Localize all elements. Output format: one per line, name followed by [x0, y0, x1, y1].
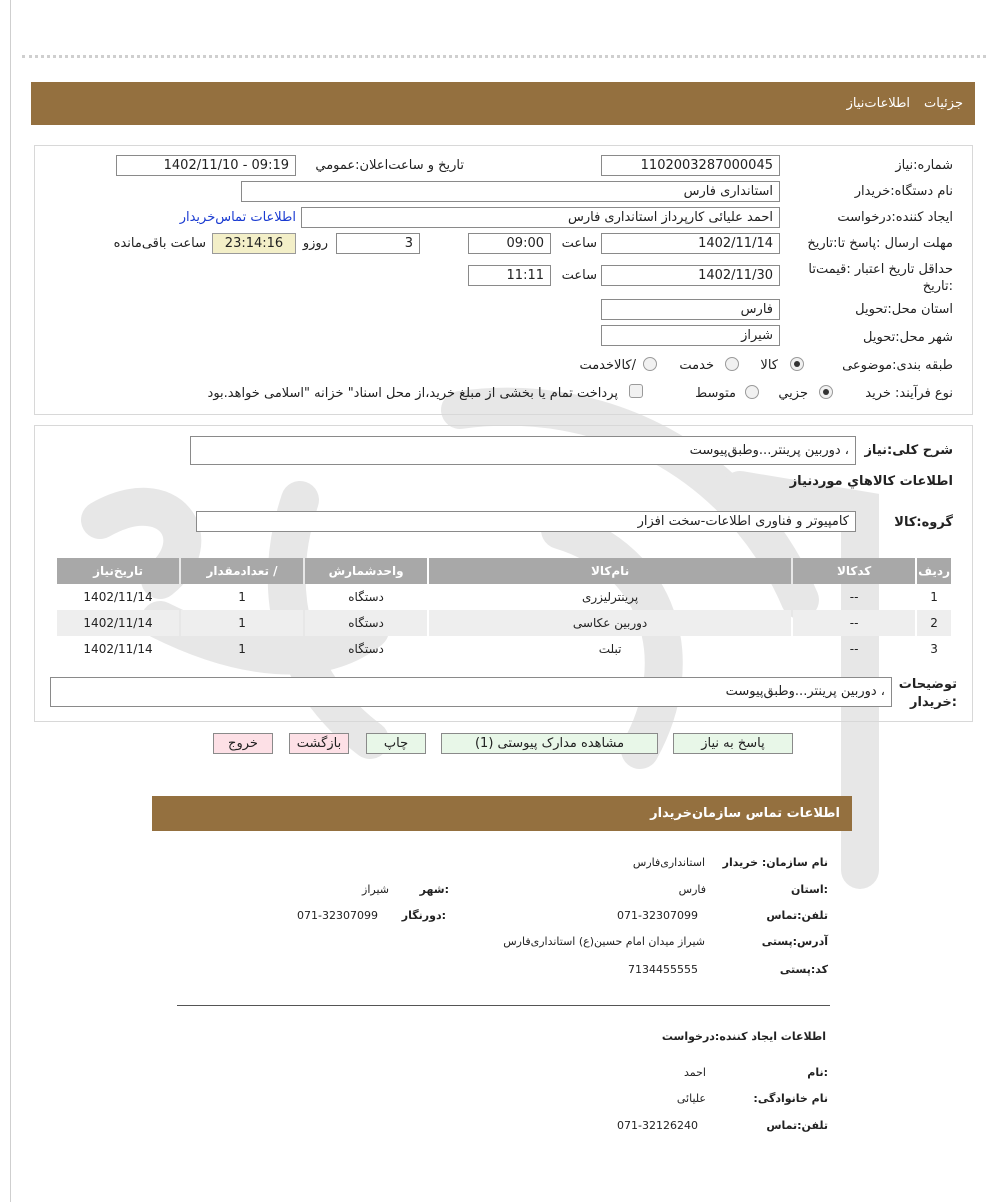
buyer-contact-title-bar	[152, 796, 852, 831]
contact-phone-label: تلفن:تماس	[766, 909, 828, 922]
contact-org-label: نام سازمان: خریدار	[722, 856, 828, 869]
deadline-label: مهلت ارسال :پاسخ تا:تاریخ	[807, 236, 953, 251]
validity-date-field: 1402/11/30	[601, 265, 780, 286]
cell-code: --	[793, 610, 915, 636]
summary-field: ، دوربین پرینتر...وطبق‌پیوست	[190, 436, 856, 465]
announce-label: تاریخ و ساعت‌اعلان:عمومي	[315, 158, 464, 173]
table-header-row	[57, 558, 951, 584]
contact-divider	[177, 1005, 830, 1006]
category-radio-goods[interactable]	[790, 357, 804, 371]
city-label: شهر محل:تحویل	[863, 330, 953, 345]
creator-phone-label: تلفن:تماس	[766, 1119, 828, 1132]
process-radio-minor[interactable]	[819, 385, 833, 399]
print-button[interactable]: چاپ	[366, 733, 426, 754]
col-row: ردیف	[917, 558, 951, 584]
contact-address-label: آدرس:پستی	[761, 935, 828, 948]
contact-province-label: :استان	[791, 883, 828, 896]
contact-city-label: :شهر	[419, 883, 449, 896]
validity-time-label: ساعت	[561, 268, 597, 283]
tab-details[interactable]: جزئیات	[924, 96, 963, 111]
cell-code: --	[849, 590, 859, 604]
treasury-payment-checkbox[interactable]	[629, 384, 643, 398]
cell-date: 1402/11/14	[83, 642, 153, 656]
col-unit: واحدشمارش	[305, 558, 427, 584]
reply-button[interactable]: پاسخ به نیاز	[673, 733, 793, 754]
buyer-notes-label-line2: :خریدار	[910, 695, 957, 710]
cell-date: 1402/11/14	[57, 610, 179, 636]
city-field: شیراز	[601, 325, 780, 346]
announce-field: 1402/11/10 - 09:19	[116, 155, 296, 176]
buyer-notes-label-line1: توضیحات	[898, 677, 957, 692]
need-number-label: شماره:نیاز	[895, 158, 953, 173]
days-label: روزو	[302, 236, 328, 251]
contact-province: فارس	[678, 883, 706, 896]
process-label: نوع فرآیند: خرید	[865, 386, 953, 401]
category-radio-service[interactable]	[725, 357, 739, 371]
need-number-field: 1102003287000045	[601, 155, 780, 176]
creator-family-label: نام خانوادگی:	[753, 1092, 828, 1105]
cell-row: 1	[930, 590, 938, 604]
cell-name: تبلت	[598, 642, 622, 656]
cell-row: 3	[930, 642, 938, 656]
cell-date: 1402/11/14	[83, 590, 153, 604]
buyer-contact-link[interactable]: اطلاعات تماس‌خریدار	[179, 210, 296, 225]
creator-label: ایجاد کننده:درخواست	[837, 210, 953, 225]
creator-phone: 071-32126240	[617, 1119, 698, 1132]
cell-name: دوربین عکاسی	[429, 610, 791, 636]
contact-city: شیراز	[362, 883, 389, 896]
view-documents-button[interactable]: مشاهده مدارک پیوستی (1)	[441, 733, 658, 754]
cell-unit: دستگاه	[348, 642, 384, 656]
creator-name-label: :نام	[807, 1066, 828, 1079]
col-name: نام‌کالا	[429, 558, 791, 584]
contact-org: استانداری‌فارس	[632, 856, 705, 869]
table-row	[57, 610, 951, 636]
goods-info-title: اطلاعات کالاهاي موردنیاز	[789, 474, 953, 489]
deadline-time-label: ساعت	[561, 236, 597, 251]
back-button[interactable]: بازگشت	[289, 733, 349, 754]
remaining-label: ساعت باقی‌مانده	[113, 236, 206, 251]
header-tab-bar	[31, 82, 975, 125]
exit-button[interactable]: خروج	[213, 733, 273, 754]
buyer-org-label: نام دستگاه:خریدار	[854, 184, 953, 199]
cell-qty: 1	[238, 642, 246, 656]
cell-row: 2	[917, 610, 951, 636]
goods-group-label: گروه:کالا	[894, 515, 953, 530]
contact-postal: 7134455555	[628, 963, 698, 976]
remaining-time: 23:14:16	[212, 233, 296, 254]
buyer-org-field: استانداری فارس	[241, 181, 780, 202]
process-minor-label: جزيي	[778, 386, 808, 401]
deadline-time-field: 09:00	[468, 233, 551, 254]
cell-qty: 1	[181, 610, 303, 636]
category-radio-goods-service[interactable]	[643, 357, 657, 371]
cell-unit: دستگاه	[348, 590, 384, 604]
category-goods-label: کالا	[760, 358, 778, 373]
province-field: فارس	[601, 299, 780, 320]
validity-time-field: 11:11	[468, 265, 551, 286]
cell-name: پرینترلیزری	[581, 590, 639, 604]
table-row	[57, 636, 951, 662]
contact-postal-label: کد:پستی	[779, 963, 828, 976]
col-date: تاریخ‌نیاز	[57, 558, 179, 584]
col-code: کدکالا	[793, 558, 915, 584]
cell-unit: دستگاه	[305, 610, 427, 636]
tab-need-info[interactable]: اطلاعات‌نیاز	[846, 96, 911, 111]
category-goods-service-label: /کالاخدمت	[579, 358, 636, 373]
creator-info-title: اطلاعات ایجاد کننده:درخواست	[661, 1030, 826, 1043]
goods-group-field: کامپیوتر و فناوری اطلاعات-سخت افزار	[196, 511, 856, 532]
days-field: 3	[336, 233, 420, 254]
top-dotted-divider	[22, 55, 986, 58]
contact-address: شیراز میدان امام حسین(ع) استانداری‌فارس	[503, 935, 705, 948]
page-left-border	[10, 0, 11, 1202]
summary-label: شرح کلی:نیاز	[864, 443, 953, 458]
table-row	[57, 584, 951, 610]
goods-table	[55, 558, 953, 662]
process-radio-medium[interactable]	[745, 385, 759, 399]
process-medium-label: متوسط	[695, 386, 736, 401]
contact-fax: 071-32307099	[297, 909, 378, 922]
creator-name: احمد	[684, 1066, 706, 1079]
validity-label: حداقل تاریخ اعتبار :قیمت‌تا :تاریخ	[808, 262, 953, 294]
creator-family: علیائی	[676, 1092, 706, 1105]
col-qty: / تعدادمقدار	[181, 558, 303, 584]
cell-code: --	[849, 642, 859, 656]
category-service-label: خدمت	[679, 358, 714, 373]
category-label: طبقه بندی:موضوعی	[842, 358, 953, 373]
buyer-notes-field: ، دوربین پرینتر...وطبق‌پیوست	[50, 677, 892, 707]
contact-fax-label: :دورنگار	[401, 909, 446, 922]
contact-phone: 071-32307099	[617, 909, 698, 922]
province-label: استان محل:تحویل	[855, 302, 953, 317]
deadline-date-field: 1402/11/14	[601, 233, 780, 254]
creator-field: احمد علیائی کارپرداز استانداری فارس	[301, 207, 780, 228]
cell-qty: 1	[238, 590, 246, 604]
treasury-payment-note: پرداخت تمام یا بخشی از مبلغ خرید،از محل اسناد" خزانه "اسلامی خواهد.بود	[207, 386, 618, 401]
buyer-contact-title: اطلاعات تماس سازمان‌خریدار	[650, 806, 840, 821]
